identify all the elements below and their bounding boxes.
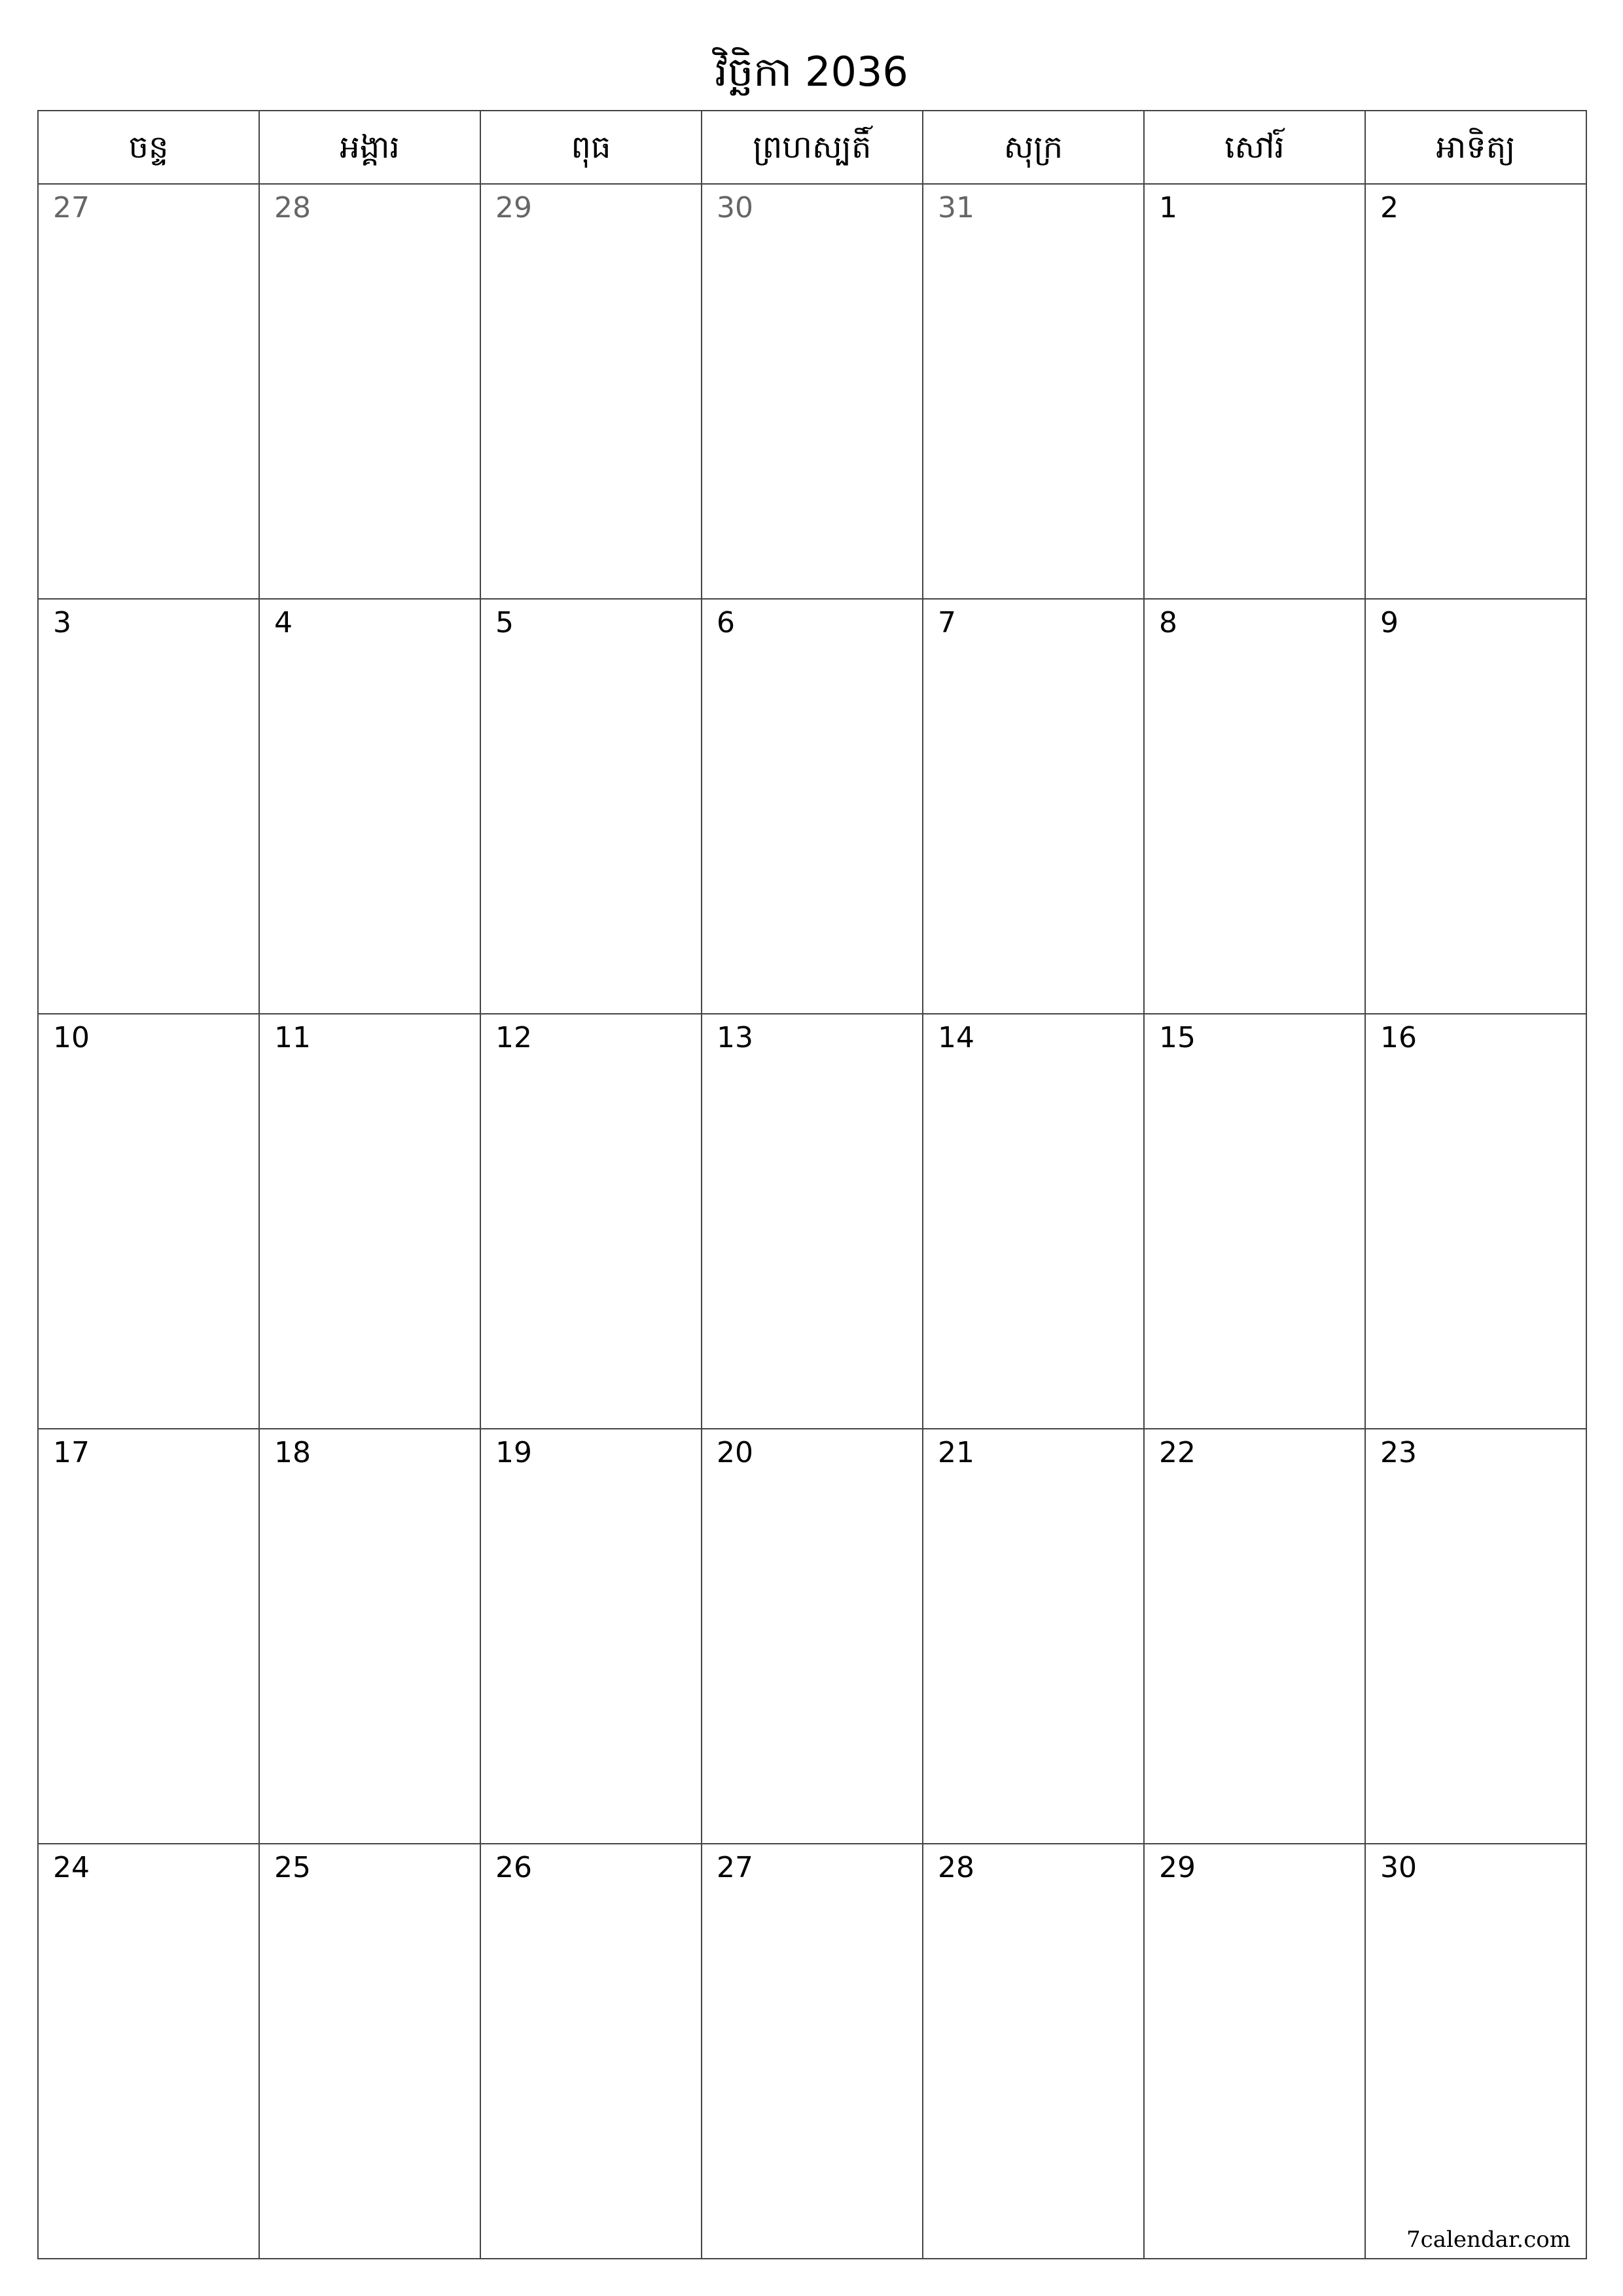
day-number: 29 xyxy=(1159,1851,1196,1884)
day-number: 4 xyxy=(274,606,293,639)
day-number: 27 xyxy=(717,1851,753,1884)
day-cell[interactable] xyxy=(1366,1844,1586,2258)
day-number: 11 xyxy=(274,1021,311,1054)
day-cell[interactable] xyxy=(1145,1429,1366,1843)
day-number: 8 xyxy=(1159,606,1177,639)
weekday-monday: ចន្ទ xyxy=(39,111,260,183)
day-cell[interactable] xyxy=(702,600,923,1013)
weekday-header-row xyxy=(39,111,1586,185)
day-number: 1 xyxy=(1159,191,1177,224)
day-number: 28 xyxy=(274,191,311,224)
day-number: 29 xyxy=(495,191,532,224)
day-cell[interactable] xyxy=(39,1844,260,2258)
watermark: 7calendar.com xyxy=(1406,2227,1571,2253)
day-cell[interactable] xyxy=(1366,1014,1586,1428)
day-cell[interactable] xyxy=(1366,600,1586,1013)
day-number: 20 xyxy=(717,1436,753,1469)
day-cell[interactable] xyxy=(1366,1429,1586,1843)
day-number: 3 xyxy=(53,606,71,639)
day-cell[interactable] xyxy=(702,1844,923,2258)
week-row xyxy=(39,1429,1586,1844)
day-cell[interactable] xyxy=(923,1844,1145,2258)
day-number: 23 xyxy=(1380,1436,1417,1469)
day-cell[interactable] xyxy=(481,185,702,598)
day-cell[interactable] xyxy=(39,600,260,1013)
day-cell[interactable] xyxy=(260,185,481,598)
day-cell[interactable] xyxy=(1145,1014,1366,1428)
day-number: 14 xyxy=(938,1021,974,1054)
day-cell[interactable] xyxy=(923,1429,1145,1843)
day-number: 22 xyxy=(1159,1436,1196,1469)
day-cell[interactable] xyxy=(260,1014,481,1428)
week-row xyxy=(39,600,1586,1014)
day-number: 25 xyxy=(274,1851,311,1884)
day-number: 6 xyxy=(717,606,735,639)
day-cell[interactable] xyxy=(481,1429,702,1843)
day-cell[interactable] xyxy=(923,185,1145,598)
week-row xyxy=(39,1014,1586,1429)
day-number: 21 xyxy=(938,1436,974,1469)
day-number: 18 xyxy=(274,1436,311,1469)
page-title: វិច្ឆិកា 2036 xyxy=(715,48,908,96)
day-number: 15 xyxy=(1159,1021,1196,1054)
day-cell[interactable] xyxy=(481,1844,702,2258)
day-cell[interactable] xyxy=(481,600,702,1013)
calendar-grid xyxy=(37,110,1587,2259)
day-number: 27 xyxy=(53,191,90,224)
day-cell[interactable] xyxy=(1145,1844,1366,2258)
day-cell[interactable] xyxy=(702,1429,923,1843)
day-cell[interactable] xyxy=(260,600,481,1013)
day-cell[interactable] xyxy=(39,1429,260,1843)
weeks-container xyxy=(39,185,1586,2258)
week-row xyxy=(39,185,1586,600)
day-cell[interactable] xyxy=(260,1429,481,1843)
day-cell[interactable] xyxy=(1145,185,1366,598)
day-cell[interactable] xyxy=(39,1014,260,1428)
weekday-thursday: ព្រហស្បតិ៍ xyxy=(702,111,923,183)
day-number: 24 xyxy=(53,1851,90,1884)
day-number: 30 xyxy=(717,191,753,224)
day-number: 10 xyxy=(53,1021,90,1054)
day-number: 5 xyxy=(495,606,514,639)
weekday-sunday: អាទិត្យ xyxy=(1436,129,1516,166)
day-number: 2 xyxy=(1380,191,1399,224)
day-cell[interactable] xyxy=(481,1014,702,1428)
day-cell[interactable] xyxy=(702,185,923,598)
day-number: 7 xyxy=(938,606,956,639)
day-number: 19 xyxy=(495,1436,532,1469)
day-number: 12 xyxy=(495,1021,532,1054)
day-number: 28 xyxy=(938,1851,974,1884)
day-number: 31 xyxy=(938,191,974,224)
day-cell[interactable] xyxy=(923,600,1145,1013)
day-cell[interactable] xyxy=(1145,600,1366,1013)
day-number: 16 xyxy=(1380,1021,1417,1054)
day-number: 30 xyxy=(1380,1851,1417,1884)
weekday-wednesday: ពុធ xyxy=(481,111,702,183)
day-cell[interactable] xyxy=(260,1844,481,2258)
weekday-tuesday: អង្គារ xyxy=(260,111,481,183)
day-number: 26 xyxy=(495,1851,532,1884)
day-cell[interactable] xyxy=(923,1014,1145,1428)
day-cell[interactable] xyxy=(702,1014,923,1428)
weekday-friday: សុក្រ xyxy=(923,111,1145,183)
week-row xyxy=(39,1844,1586,2258)
day-number: 17 xyxy=(53,1436,90,1469)
day-number: 9 xyxy=(1380,606,1399,639)
day-cell[interactable] xyxy=(1366,185,1586,598)
weekday-saturday: សៅរ៍ xyxy=(1145,111,1366,183)
day-cell[interactable] xyxy=(39,185,260,598)
day-number: 13 xyxy=(717,1021,753,1054)
